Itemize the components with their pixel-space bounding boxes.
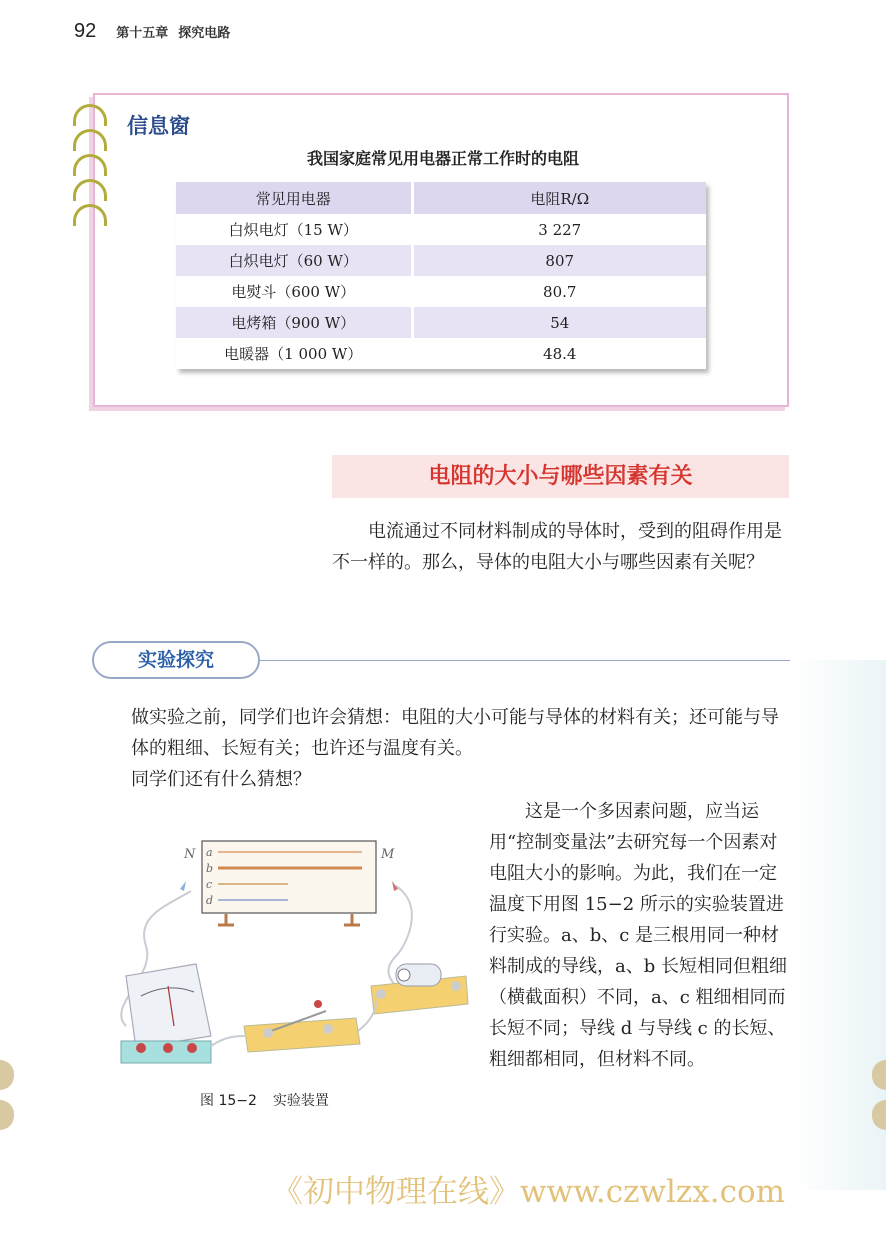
label-b: b: [206, 862, 214, 875]
info-window-title: 信息窗: [127, 114, 190, 138]
column-header: 电阻R/Ω: [412, 182, 706, 214]
method-text: 这是一个多因素问题，应当运用“控制变量法”去研究每一个因素对电阻大小的影响。为此，我们在一定温度下用图 15−2 所示的实验装置进行实验。a、b、c 是三根用同一种材料制成的导线，a、b 长短相同但粗细（横截面积）不同，a、c 粗细相同而长短不同；导线 d 与导线 c 的长短、粗细都相同，但材料不同。: [489, 801, 787, 1070]
appliance-cell: 白炽电灯（15 W）: [176, 214, 412, 245]
intro-text: 电流通过不同材料制成的导体时，受到的阻碍作用是不一样的。那么，导体的电阻大小与哪些因素有关呢？: [332, 521, 782, 573]
margin-dot: [0, 1100, 14, 1130]
table-header-row: [176, 182, 706, 214]
switch: [244, 1000, 360, 1052]
margin-dot: [0, 1060, 14, 1090]
resistance-cell: 3 227: [412, 214, 706, 245]
label-m: M: [381, 847, 395, 862]
resistance-cell: 807: [412, 245, 706, 276]
appliance-cell: 电熨斗（600 W）: [176, 276, 412, 307]
watermark: 《初中物理在线》www.czwlzx.com: [272, 1174, 786, 1210]
resistance-cell: 54: [412, 307, 706, 338]
experiment-apparatus-figure: [96, 836, 476, 1081]
ammeter: [121, 964, 211, 1063]
section-heading: 电阻的大小与哪些因素有关: [332, 455, 789, 498]
page-header: [74, 20, 230, 43]
label-n: N: [184, 847, 196, 862]
table-row: [176, 214, 706, 245]
appliance-cell: 白炽电灯（60 W）: [176, 245, 412, 276]
resistance-table: [176, 182, 706, 369]
paragraph: 同学们还有什么猜想？: [131, 769, 311, 790]
chapter-title: 探究电路: [178, 26, 231, 41]
table-row: [176, 307, 706, 338]
paragraph: [489, 796, 792, 1075]
table-title: 我国家庭常见用电器正常工作时的电阻: [306, 149, 579, 168]
page-number: 92: [74, 20, 97, 42]
column-header: 常见用电器: [176, 182, 412, 214]
caption-text: 实验装置: [272, 1093, 329, 1109]
battery: [371, 964, 468, 1014]
label-c: c: [206, 878, 213, 891]
chapter-number: 第十五章: [116, 26, 169, 41]
table-row: [176, 276, 706, 307]
section-intro: [332, 516, 792, 578]
caption-number: 图 15−2: [200, 1093, 257, 1109]
paragraph: 做实验之前，同学们也许会猜想：电阻的大小可能与导体的材料有关；还可能与导体的粗细、长短有关；也许还与温度有关。: [131, 707, 779, 759]
experiment-text: [93, 702, 793, 795]
figure-caption: [200, 1090, 329, 1110]
resistance-cell: 48.4: [412, 338, 706, 369]
appliance-cell: 电烤箱（900 W）: [176, 307, 412, 338]
table-row: [176, 338, 706, 369]
appliance-cell: 电暖器（1 000 W）: [176, 338, 412, 369]
resistance-cell: 80.7: [412, 276, 706, 307]
chapter-heading: [116, 22, 230, 41]
label-a: a: [206, 846, 213, 859]
label-d: d: [206, 894, 214, 907]
experiment-label: 实验探究: [92, 641, 260, 679]
divider-line: [250, 660, 790, 661]
table-row: [176, 245, 706, 276]
